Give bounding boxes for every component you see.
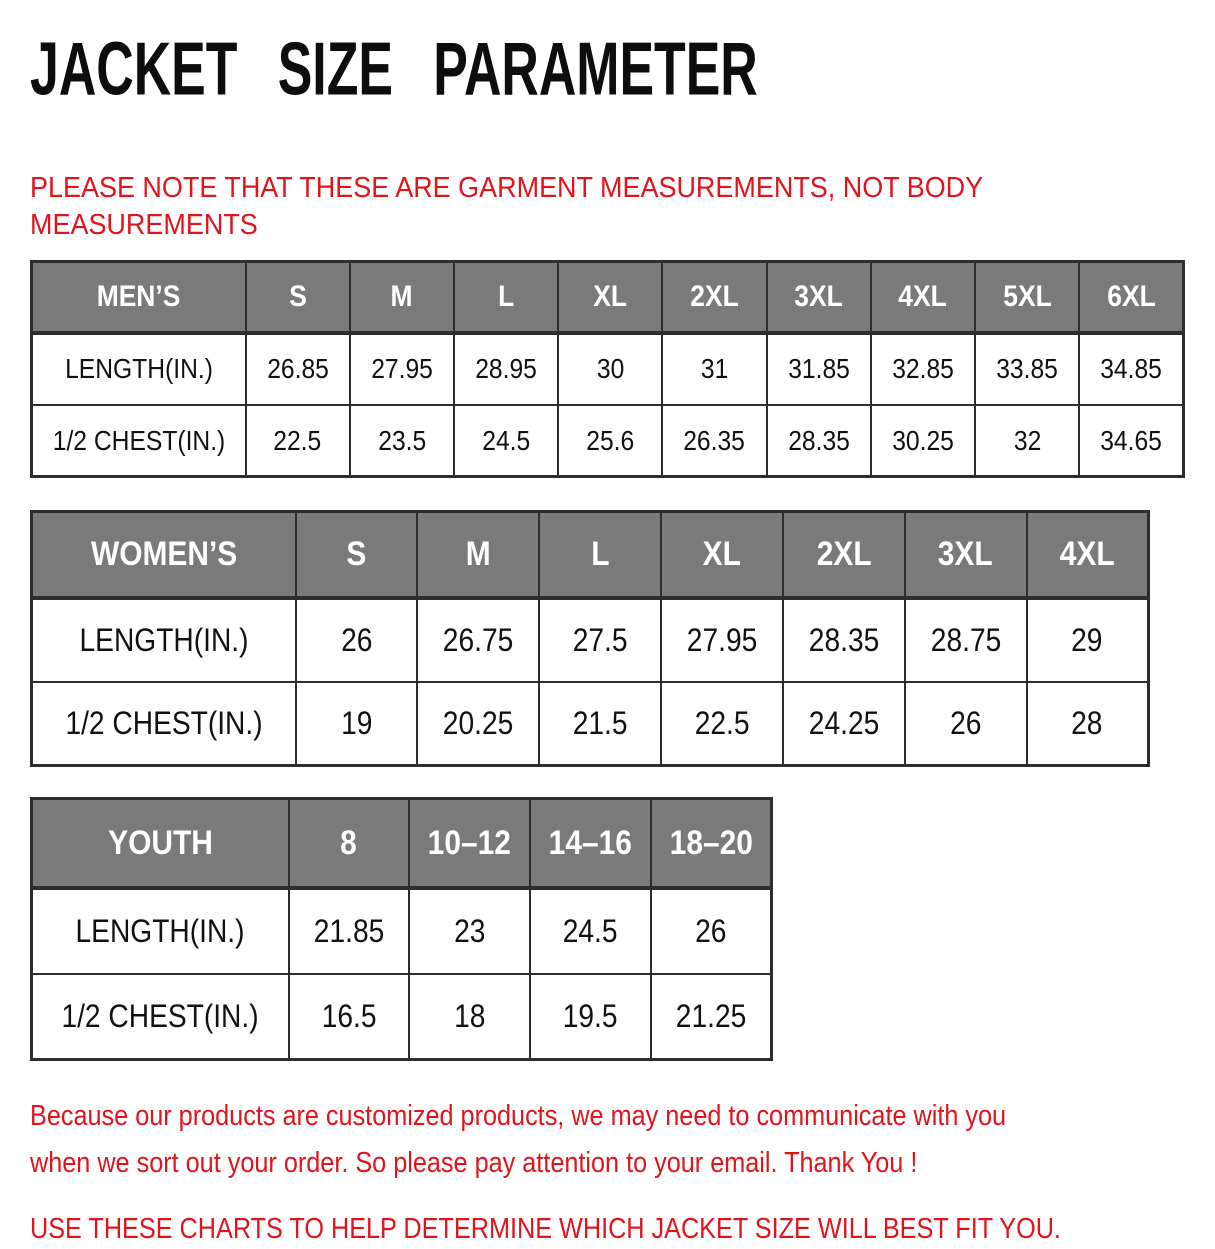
measurement-value-cell <box>350 405 454 477</box>
fit-instruction <box>30 1211 1200 1249</box>
row-label-cell-text: LENGTH(IN.) <box>79 621 249 658</box>
row-label-cell-text: 1/2 CHEST(IN.) <box>65 705 263 742</box>
size-header-cell-text: 14–16 <box>548 823 632 862</box>
customization-notice <box>30 1093 1200 1187</box>
measurement-value-cell <box>871 405 975 477</box>
measurement-value-cell-text: 26 <box>340 621 373 658</box>
size-header-cell-text: 10–12 <box>428 823 512 862</box>
size-header-cell <box>454 262 558 333</box>
measurement-value-cell <box>409 974 530 1060</box>
group-label-cell-text: MEN’S <box>96 280 181 314</box>
customization-notice-line-1: Because our products are customized products, we may need to communicate with you <box>30 1100 1007 1133</box>
size-header-cell-text: 3XL <box>794 280 843 314</box>
row-label-cell <box>32 888 289 974</box>
measurement-row <box>32 682 1149 766</box>
row-label-cell <box>32 598 296 682</box>
measurement-value-cell-text: 24.5 <box>562 912 618 949</box>
measurement-value-cell <box>662 405 766 477</box>
measurement-value-cell <box>662 333 766 405</box>
size-header-cell <box>871 262 975 333</box>
size-header-row <box>32 262 1184 333</box>
measurement-value-cell-text: 27.5 <box>572 621 628 658</box>
measurement-value-cell-text: 18 <box>453 998 486 1035</box>
row-label-cell-text: 1/2 CHEST(IN.) <box>52 424 226 456</box>
row-label-cell-text: 1/2 CHEST(IN.) <box>61 998 259 1035</box>
row-label-cell <box>32 682 296 766</box>
measurement-value-cell-text: 26.85 <box>266 353 329 385</box>
measurement-value-cell <box>783 682 905 766</box>
measurement-value-cell <box>661 682 783 766</box>
group-label-cell <box>32 512 296 598</box>
group-label-cell <box>32 799 289 888</box>
measurement-value-cell-text: 31.85 <box>787 353 850 385</box>
measurement-value-cell-text: 20.25 <box>443 705 514 742</box>
measurement-row <box>32 888 772 974</box>
size-header-cell <box>417 512 539 598</box>
measurement-value-cell-text: 28.75 <box>930 621 1001 658</box>
measurement-value-cell <box>409 888 530 974</box>
measurement-value-cell <box>767 405 871 477</box>
size-header-cell <box>1079 262 1183 333</box>
womens-size-table <box>30 510 1150 767</box>
size-header-cell <box>975 262 1079 333</box>
size-header-cell <box>539 512 661 598</box>
group-label-cell-text: YOUTH <box>107 823 213 862</box>
measurement-value-cell-text: 28.95 <box>475 353 537 385</box>
measurement-value-cell <box>454 333 558 405</box>
row-label-cell <box>32 333 246 405</box>
row-label-cell-text: LENGTH(IN.) <box>75 912 245 949</box>
measurement-value-cell-text: 32 <box>1013 424 1041 456</box>
measurement-value-cell <box>417 598 539 682</box>
measurement-value-cell-text: 21.25 <box>675 998 747 1035</box>
size-header-cell-text: 8 <box>340 823 358 862</box>
measurement-value-cell-text: 25.6 <box>586 424 635 456</box>
customization-notice-line-2: when we sort out your order. So please pay attention to your email. Thank You ! <box>30 1147 918 1180</box>
measurement-value-cell-text: 19.5 <box>562 998 618 1035</box>
measurement-value-cell <box>1079 333 1183 405</box>
measurement-value-cell-text: 23.5 <box>377 424 426 456</box>
size-header-cell-text: 4XL <box>1059 535 1115 574</box>
size-header-cell <box>409 799 530 888</box>
fit-instruction-text: USE THESE CHARTS TO HELP DETERMINE WHICH JACKET SIZE WILL BEST FIT YOU. <box>30 1213 1061 1246</box>
measurement-value-cell <box>1079 405 1183 477</box>
measurement-value-cell <box>1027 598 1149 682</box>
measurement-value-cell <box>539 598 661 682</box>
measurement-value-cell <box>530 974 651 1060</box>
size-header-cell <box>767 262 871 333</box>
size-header-cell-text: 2XL <box>816 535 872 574</box>
measurement-value-cell <box>454 405 558 477</box>
mens-size-table <box>30 260 1185 478</box>
size-header-cell-text: M <box>465 535 491 574</box>
measurement-value-cell <box>651 974 772 1060</box>
measurement-value-cell <box>296 598 418 682</box>
measurement-value-cell <box>975 333 1079 405</box>
measurement-value-cell-text: 30 <box>596 353 624 385</box>
measurement-value-cell-text: 31 <box>700 353 729 385</box>
size-header-cell <box>296 512 418 598</box>
measurement-value-cell-text: 21.5 <box>572 705 628 742</box>
measurement-value-cell <box>296 682 418 766</box>
measurement-value-cell-text: 30.25 <box>892 424 954 456</box>
row-label-cell-text: LENGTH(IN.) <box>64 353 213 385</box>
size-header-cell <box>661 512 783 598</box>
measurement-value-cell <box>661 598 783 682</box>
size-header-cell <box>350 262 454 333</box>
measurement-value-cell <box>558 405 662 477</box>
size-header-cell <box>246 262 350 333</box>
measurement-value-cell <box>767 333 871 405</box>
measurement-value-cell-text: 28 <box>1071 705 1103 742</box>
size-header-cell <box>1027 512 1149 598</box>
size-header-cell-text: L <box>497 280 515 314</box>
measurement-value-cell <box>783 598 905 682</box>
measurement-value-cell <box>539 682 661 766</box>
size-header-cell <box>783 512 905 598</box>
measurement-value-cell-text: 29 <box>1071 621 1103 658</box>
youth-size-table <box>30 797 773 1061</box>
measurement-value-cell <box>905 682 1027 766</box>
measurement-note <box>30 170 1200 244</box>
measurement-value-cell-text: 19 <box>340 705 373 742</box>
size-header-cell <box>662 262 766 333</box>
measurement-value-cell-text: 21.85 <box>313 912 385 949</box>
measurement-value-cell <box>289 888 410 974</box>
measurement-value-cell-text: 22.5 <box>694 705 750 742</box>
size-header-cell-text: 18–20 <box>669 823 753 862</box>
measurement-value-cell <box>417 682 539 766</box>
measurement-value-cell <box>1027 682 1149 766</box>
size-header-row <box>32 799 772 888</box>
measurement-value-cell <box>871 333 975 405</box>
measurement-value-cell <box>530 888 651 974</box>
measurement-value-cell-text: 26 <box>695 912 727 949</box>
measurement-value-cell <box>651 888 772 974</box>
measurement-value-cell-text: 24.5 <box>482 424 531 456</box>
measurement-value-cell <box>246 333 350 405</box>
measurement-row <box>32 598 1149 682</box>
size-header-cell-text: 3XL <box>938 535 994 574</box>
size-header-cell-text: L <box>590 535 610 574</box>
size-header-cell <box>289 799 410 888</box>
size-header-cell-text: 2XL <box>690 280 739 314</box>
group-label-cell-text: WOMEN’S <box>90 535 237 574</box>
measurement-value-cell-text: 24.25 <box>808 705 880 742</box>
measurement-value-cell-text: 28.35 <box>787 424 850 456</box>
row-label-cell <box>32 974 289 1060</box>
size-header-cell-text: 5XL <box>1002 280 1052 314</box>
size-header-cell-text: S <box>346 535 367 574</box>
measurement-row <box>32 974 772 1060</box>
size-header-cell <box>558 262 662 333</box>
size-header-cell-text: XL <box>702 535 742 574</box>
measurement-value-cell <box>246 405 350 477</box>
measurement-note-line-1: PLEASE NOTE THAT THESE ARE GARMENT MEASUREMENTS, NOT BODY <box>30 172 984 205</box>
measurement-value-cell-text: 33.85 <box>996 353 1058 385</box>
size-header-row <box>32 512 1149 598</box>
measurement-value-cell <box>289 974 410 1060</box>
measurement-value-cell-text: 34.65 <box>1100 424 1162 456</box>
size-header-cell-text: M <box>390 280 413 314</box>
measurement-note-line-2: MEASUREMENTS <box>30 209 258 242</box>
measurement-value-cell-text: 28.35 <box>808 621 880 658</box>
measurement-row <box>32 405 1184 477</box>
group-label-cell <box>32 262 246 333</box>
measurement-value-cell-text: 16.5 <box>321 998 377 1035</box>
size-header-cell-text: S <box>288 280 307 314</box>
measurement-value-cell-text: 32.85 <box>892 353 954 385</box>
measurement-value-cell-text: 22.5 <box>273 424 322 456</box>
size-header-cell-text: XL <box>593 280 628 314</box>
measurement-value-cell-text: 27.95 <box>370 353 433 385</box>
measurement-value-cell-text: 34.85 <box>1100 353 1162 385</box>
measurement-value-cell-text: 27.95 <box>686 621 758 658</box>
size-header-cell-text: 6XL <box>1106 280 1156 314</box>
size-header-cell <box>530 799 651 888</box>
measurement-row <box>32 333 1184 405</box>
measurement-value-cell <box>975 405 1079 477</box>
measurement-value-cell <box>558 333 662 405</box>
measurement-value-cell-text: 23 <box>453 912 486 949</box>
row-label-cell <box>32 405 246 477</box>
measurement-value-cell-text: 26.35 <box>683 424 746 456</box>
measurement-value-cell-text: 26.75 <box>443 621 514 658</box>
page-title: JACKET SIZE PARAMETER <box>30 27 758 112</box>
measurement-value-cell <box>905 598 1027 682</box>
size-header-cell-text: 4XL <box>898 280 948 314</box>
measurement-value-cell-text: 26 <box>949 705 982 742</box>
size-header-cell <box>905 512 1027 598</box>
measurement-value-cell <box>350 333 454 405</box>
size-header-cell <box>651 799 772 888</box>
